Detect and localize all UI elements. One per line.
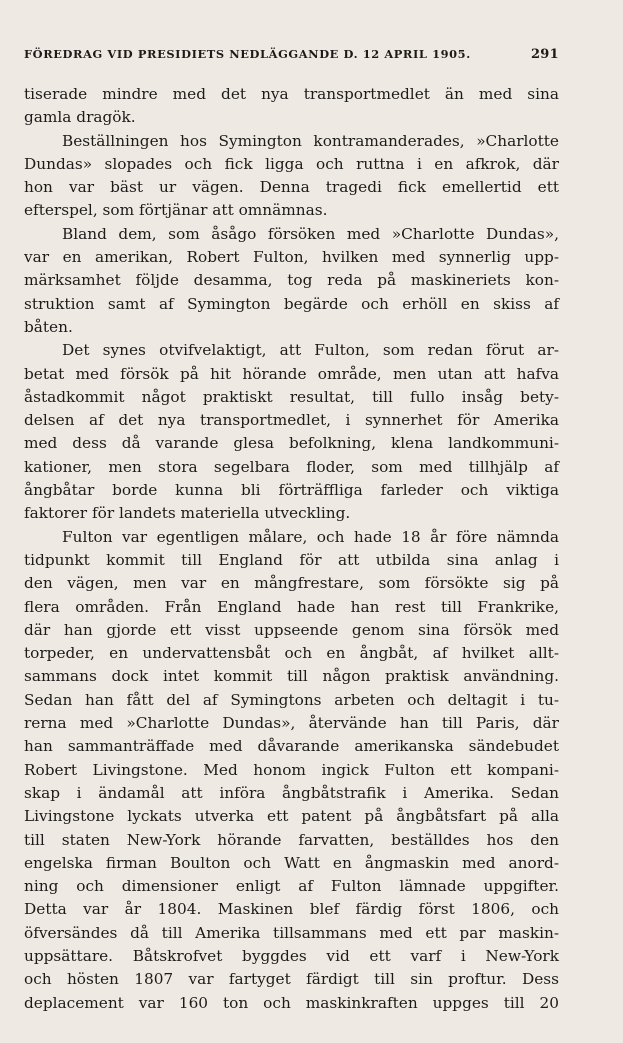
text-line: han sammanträffade med dåvarande amerikanska sändebudet [24,737,559,756]
text-line: tiserade mindre med det nya transportmedlet än med sina [24,85,559,103]
paragraph [24,339,559,525]
text-line: var en amerikan, Robert Fulton, hvilken med synnerlig upp- [24,248,559,267]
text-line: deplacement var 160 ton och maskinkraften uppges till 20 [24,993,559,1012]
text-line: struktion samt af Symington begärde och erhöll en skiss af [24,294,559,313]
page-number: 291 [530,47,559,62]
text-line: Beställningen hos Symington kontramanderades, »Charlotte [62,131,559,150]
text-line: till staten New-York hörande farvatten, beställdes hos den [24,830,559,849]
text-line: gamla dragök. [24,108,136,127]
text-line: Bland dem, som åsågo försöken med »Charlotte Dundas», [62,224,559,243]
text-line: flera områden. Från England hade han rest till Frankrike, [24,597,559,616]
text-line: betat med försök på hit hörande område, men utan att hafva [24,364,559,383]
text-line: Sedan han fått del af Symingtons arbeten och deltagit i tu- [24,690,559,709]
text-line: engelska firman Boulton och Watt en ångmaskin med anord- [24,853,559,872]
text-line: ångbåtar borde kunna bli förträffliga farleder och viktiga [24,481,559,500]
text-line: tidpunkt kommit till England för att utbilda sina anlag i [24,550,559,569]
text-line: Det synes otvifvelaktigt, att Fulton, som redan förut ar- [62,341,559,360]
text-line: torpeder, en undervattensbåt och en ångbåt, af hvilket allt- [24,644,559,663]
text-line: där han gjorde ett visst uppseende genom sina försök med [24,620,559,639]
text-line: Livingstone lyckats utverka ett patent på ångbåtsfart på alla [24,807,559,826]
text-line: Dundas» slopades och fick ligga och ruttna i en afkrok, där [24,154,559,173]
text-line: delsen af det nya transportmedlet, i synnerhet för Amerika [24,411,559,430]
paragraph [24,130,559,223]
text-line: kationer, men stora segelbara floder, som med tillhjälp af [24,457,559,476]
text-line: ning och dimensioner enligt af Fulton lämnade uppgifter. [24,877,559,896]
paragraph [24,223,559,339]
text-line: hon var bäst ur vägen. Denna tragedi fick emellertid ett [24,178,559,197]
text-line: sammans dock intet kommit till någon praktisk användning. [24,667,559,686]
text-line: faktorer för landets materiella utveckling. [24,504,351,523]
text-line: den vägen, men var en mångfrestare, som försökte sig på [24,574,559,593]
paragraph [24,83,559,130]
text-line: efterspel, som förtjänar att omnämnas. [24,201,328,220]
text-line: Detta var år 1804. Maskinen blef färdig först 1806, och [24,900,559,919]
body-text [24,83,559,1015]
running-head [24,46,559,62]
text-line: rerna med »Charlotte Dundas», återvände han till Paris, där [24,714,559,733]
text-line: åstadkommit något praktiskt resultat, till fullo insåg bety- [24,387,559,406]
text-line: öfversändes då till Amerika tillsammans med ett par maskin- [24,923,559,942]
text-line: märksamhet följde desamma, tog reda på maskineriets kon- [24,271,559,290]
text-line: Fulton var egentligen målare, och hade 18 år före nämnda [62,527,559,546]
running-title: FÖREDRAG VID PRESIDIETS NEDLÄGGANDE D. 12 APRIL 1905. [24,47,471,61]
text-line: båten. [24,317,73,336]
text-line: med dess då varande glesa befolkning, klena landkommuni- [24,434,559,453]
text-line: Robert Livingstone. Med honom ingick Fulton ett kompani- [24,760,559,779]
text-line: uppsättare. Båtskrofvet byggdes vid ett varf i New-York [24,946,559,965]
text-line: skap i ändamål att införa ångbåtstrafik i Amerika. Sedan [24,783,559,802]
text-line: och hösten 1807 var fartyget färdigt till sin proftur. Dess [24,970,559,989]
paragraph [24,526,559,1015]
